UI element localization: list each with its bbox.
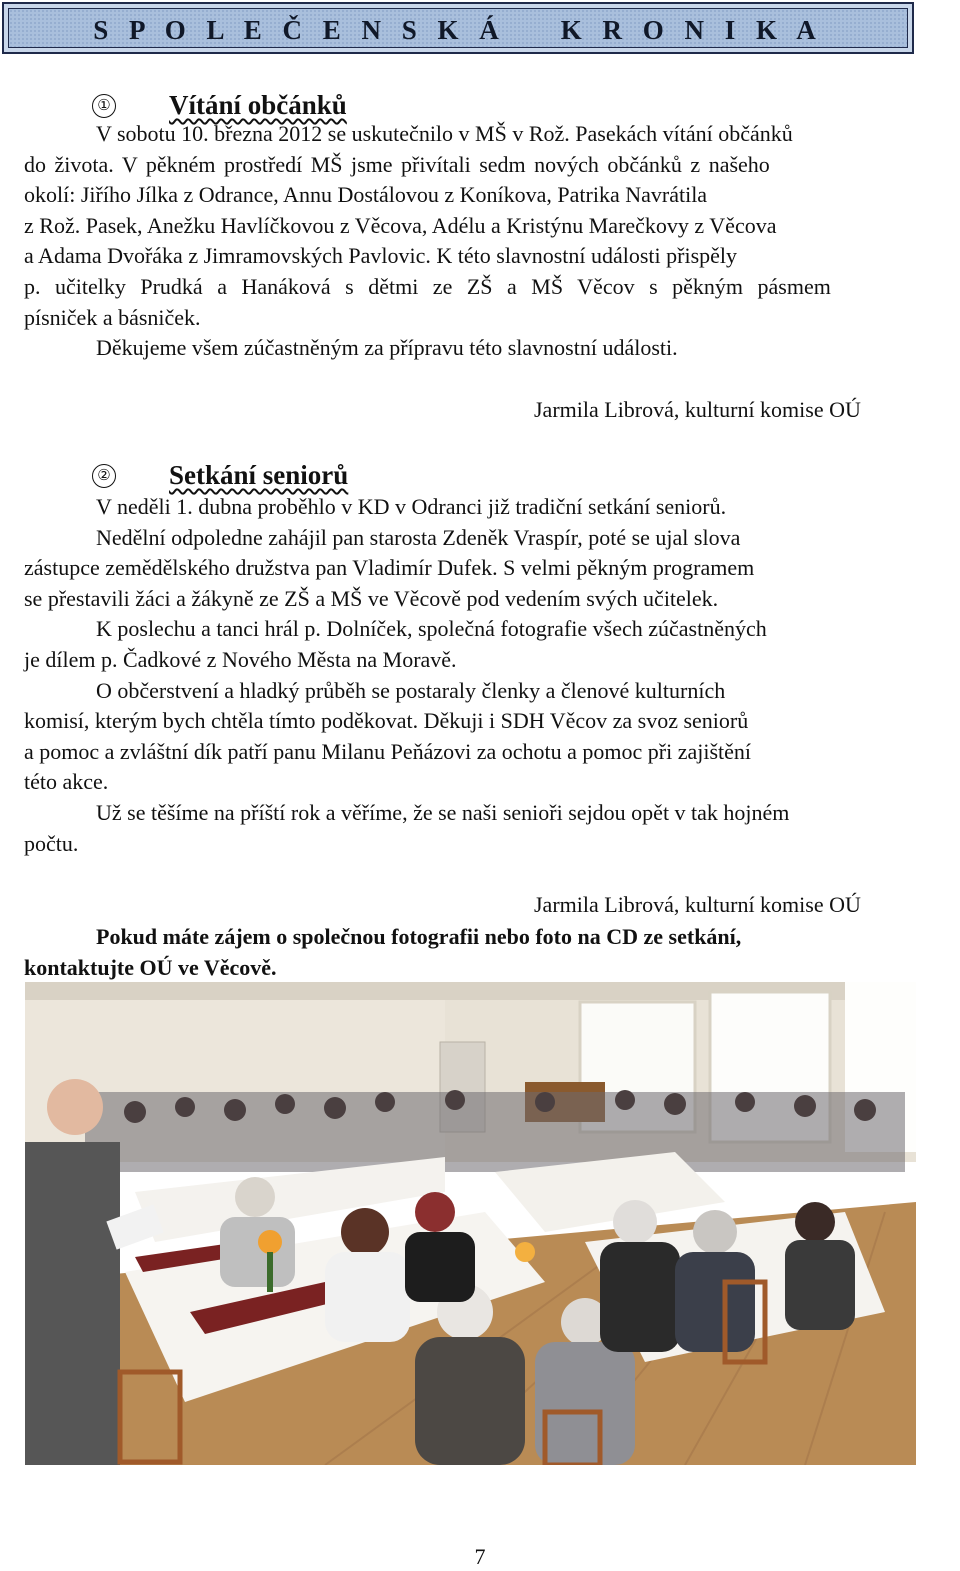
section-2-signature: Jarmila Librová, kulturní komise OÚ — [534, 892, 861, 917]
paragraph-line: V sobotu 10. března 2012 se uskutečnilo v MŠ v Rož. Pasekách vítání občánků — [96, 121, 793, 146]
event-photo-illustration — [25, 982, 916, 1465]
paragraph-line: O občerstvení a hladký průběh se postaraly členky a členové kulturních — [96, 677, 726, 703]
page-number: 7 — [474, 1544, 486, 1569]
paragraph-line: Nedělní odpoledne zahájil pan starosta Zdeněk Vraspír, poté se ujal slova — [96, 524, 741, 550]
paragraph-line: počtu. — [24, 830, 79, 856]
section-2-title: Setkání seniorů — [169, 460, 349, 490]
paragraph-line: písniček a básniček. — [24, 304, 201, 330]
paragraph-line: komisí, kterým bych chtěla tímto poděkovat. Děkuji i SDH Věcov za svoz seniorů — [24, 708, 749, 734]
paragraph-line: je dílem p. Čadkové z Nového Města na Moravě. — [24, 646, 457, 672]
paragraph-line: Děkujeme všem zúčastněným za přípravu této slavnostní události. — [96, 335, 678, 361]
paragraph-line: a Adama Dvořáka z Jimramovských Pavlovic. K této slavnostní události přispěly — [24, 243, 738, 269]
paragraph-line: V neděli 1. dubna proběhlo v KD v Odranci již tradiční setkání seniorů. — [96, 494, 727, 519]
paragraph-line: a pomoc a zvláštní dík patří panu Milanu Peňázovi za ochotu a pomoc při zajištění — [24, 738, 752, 764]
section-1-body — [24, 119, 958, 364]
paragraph-line: K poslechu a tanci hrál p. Dolníček, společná fotografie všech zúčastněných — [96, 616, 767, 642]
header-banner — [2, 2, 914, 54]
photo-notice — [24, 922, 958, 983]
paragraph-line: p. učitelky Prudká a Hanáková s dětmi ze ZŠ a MŠ Věcov s pěkným pásmem — [24, 273, 831, 299]
paragraph-line: zástupce zemědělského družstva pan Vladimír Dufek. S velmi pěkným programem — [24, 555, 755, 581]
event-photo — [25, 982, 916, 1465]
paragraph-line: okolí: Jiřího Jílka z Odrance, Annu Dostálovou z Koníkova, Patrika Navrátila — [24, 182, 708, 208]
paragraph-line: Už se těšíme na příští rok a věříme, že se naši senioři sejdou opět v tak hojném — [96, 799, 790, 825]
notice-line: Pokud máte zájem o společnou fotografii nebo foto na CD ze setkání, — [96, 924, 742, 949]
paragraph-line: této akce. — [24, 769, 109, 795]
section-1-signature: Jarmila Librová, kulturní komise OÚ — [534, 397, 861, 422]
notice-line: kontaktujte OÚ ve Věcově. — [24, 954, 277, 980]
paragraph-line: do života. V pěkném prostředí MŠ jsme přivítali sedm nových občánků z našeho — [24, 151, 770, 177]
paragraph-line: z Rož. Pasek, Anežku Havlíčkovou z Věcova, Adélu a Kristýnu Marečkovy z Věcova — [24, 212, 777, 238]
page-title: S P O L E Č E N S K Á K R O N I K A — [93, 15, 823, 45]
section-1-title: Vítání občánků — [169, 90, 347, 120]
section-1-number: ① — [92, 94, 116, 118]
section-2-number: ② — [92, 464, 116, 488]
section-2-body — [24, 492, 958, 859]
paragraph-line: se přestavili žáci a žákyně ze ZŠ a MŠ ve Věcově pod vedením svých učitelek. — [24, 585, 719, 611]
